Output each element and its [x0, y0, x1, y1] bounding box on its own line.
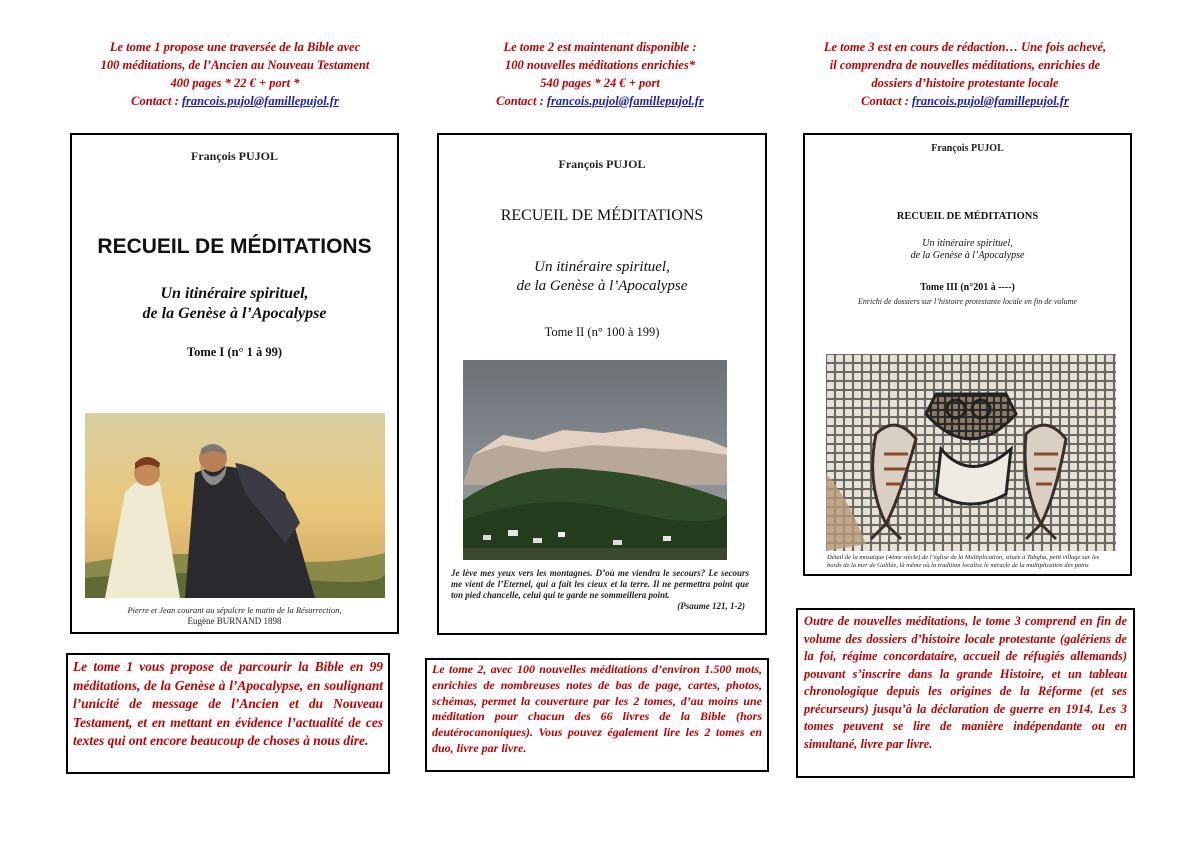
- email-link[interactable]: francois.pujol@famillepujol.fr: [546, 94, 704, 108]
- cover-title: RECUEIL DE MÉDITATIONS: [500, 207, 704, 224]
- contact-label: Contact :: [496, 94, 547, 108]
- painting-image: [85, 413, 385, 598]
- header-line: 400 pages * 22 € + port *: [170, 76, 300, 90]
- cover-subtitle: Un itinéraire spirituel,: [534, 259, 670, 275]
- cover-tome: Tome I (n° 1 à 99): [186, 345, 283, 359]
- cover-subtitle: Un itinéraire spirituel,: [922, 238, 1013, 249]
- header-tome-3: [785, 38, 1145, 110]
- header-line: dossiers d’histoire protestante locale: [871, 76, 1059, 90]
- description-tome-2: Le tome 2, avec 100 nouvelles méditations d’environ 1.500 mots, enrichies de nombreuses notes de bas de page, cartes, photos, schémas, permet la couverture par les 2 tomes, d’au moins une méditation pour chacun des 66 livres de la Bible (hors deutérocanoniques). Vous pouvez également lire les 2 tomes en duo, livre par livre.: [425, 658, 769, 772]
- cover-subtitle: de la Genèse à l’Apocalypse: [910, 250, 1025, 261]
- cover-tome: Tome II (n° 100 à 199): [544, 325, 660, 339]
- cover-tome-note: Enrichi de dossiers sur l’histoire protestante locale en fin de volume: [858, 297, 1077, 306]
- cover-tome: Tome III (n°201 à ----): [920, 282, 1015, 293]
- cover-caption: Détail de la mosaïque (4ème siècle) de l’église de la Multiplication, située à Tabgha, petit village sur les bords de la mer de Galilée, là même où la tradition localise le miracle de la multiplication des pains: [827, 554, 1100, 569]
- cover-subtitle: Un itinéraire spirituel,: [160, 285, 309, 302]
- header-line: Le tome 1 propose une traversée de la Bible avec: [109, 40, 361, 54]
- cover-title: RECUEIL DE MÉDITATIONS: [896, 211, 1039, 222]
- cover-subtitle: de la Genèse à l’Apocalypse: [142, 305, 327, 322]
- header-line: il comprendra de nouvelles méditations, enrichies de: [829, 58, 1101, 72]
- mosaic-image: [826, 354, 1116, 551]
- book-cover-tome-1: [70, 133, 399, 634]
- header-line: 100 nouvelles méditations enrichies*: [505, 58, 695, 72]
- cover-quote-reference: (Psaume 121, 1-2): [677, 601, 745, 611]
- header-tome-2: [420, 38, 780, 110]
- cover-caption: Eugène BURNAND 1898: [187, 616, 282, 626]
- book-cover-tome-3: [803, 133, 1132, 576]
- contact-label: Contact :: [131, 94, 182, 108]
- cover-author: François PUJOL: [931, 143, 1004, 154]
- email-link[interactable]: francois.pujol@famillepujol.fr: [181, 94, 339, 108]
- cover-subtitle: de la Genèse à l’Apocalypse: [516, 278, 688, 294]
- header-tome-1: [55, 38, 415, 110]
- book-cover-tome-2: [437, 133, 767, 635]
- description-tome-1: Le tome 1 vous propose de parcourir la Bible en 99 méditations, de la Genèse à l’Apocalypse, en soulignant l’unicité de message de l’Ancien et du Nouveau Testament, et en mettant en évidence l’actualité de ces textes qui ont encore beaucoup de choses à nous dire.: [66, 653, 390, 774]
- cover-caption: Pierre et Jean courant au sépulcre le matin de la Résurrection,: [127, 605, 342, 615]
- header-line: 100 méditations, de l’Ancien au Nouveau Testament: [100, 58, 370, 72]
- header-line: 540 pages * 24 € + port: [540, 76, 660, 90]
- header-line: Le tome 2 est maintenant disponible :: [503, 40, 697, 54]
- mountain-photo: [463, 360, 727, 560]
- contact-label: Contact :: [861, 94, 912, 108]
- cover-author: François PUJOL: [558, 157, 646, 171]
- cover-author: François PUJOL: [191, 149, 278, 163]
- header-line: Le tome 3 est en cours de rédaction… Une fois achevé,: [823, 40, 1107, 54]
- email-link[interactable]: francois.pujol@famillepujol.fr: [911, 94, 1069, 108]
- cover-title: RECUEIL DE MÉDITATIONS: [97, 235, 372, 258]
- description-tome-3: Outre de nouvelles méditations, le tome 3 comprend en fin de volume des dossiers d’histoire locale protestante (galériens de la foi, régime concordataire, accueil de réfugiés allemands) pouvant s’inscrire dans la grande Histoire, et un tableau chronologique depuis les origines de la Réforme (et ses précurseurs) jusqu’à la déclaration de guerre en 1914. Les 3 tomes peuvent se lire de manière indépendante ou en simultané, livre par livre.: [796, 608, 1135, 778]
- cover-quote: Je lève mes yeux vers les montagnes. D’où me viendra le secours? Le secours me vient de l’Eternel, qui a fait les cieux et la terre. Il ne permettra point que ton pied chancelle, celui qui te garde ne sommeillera point.: [451, 568, 749, 600]
